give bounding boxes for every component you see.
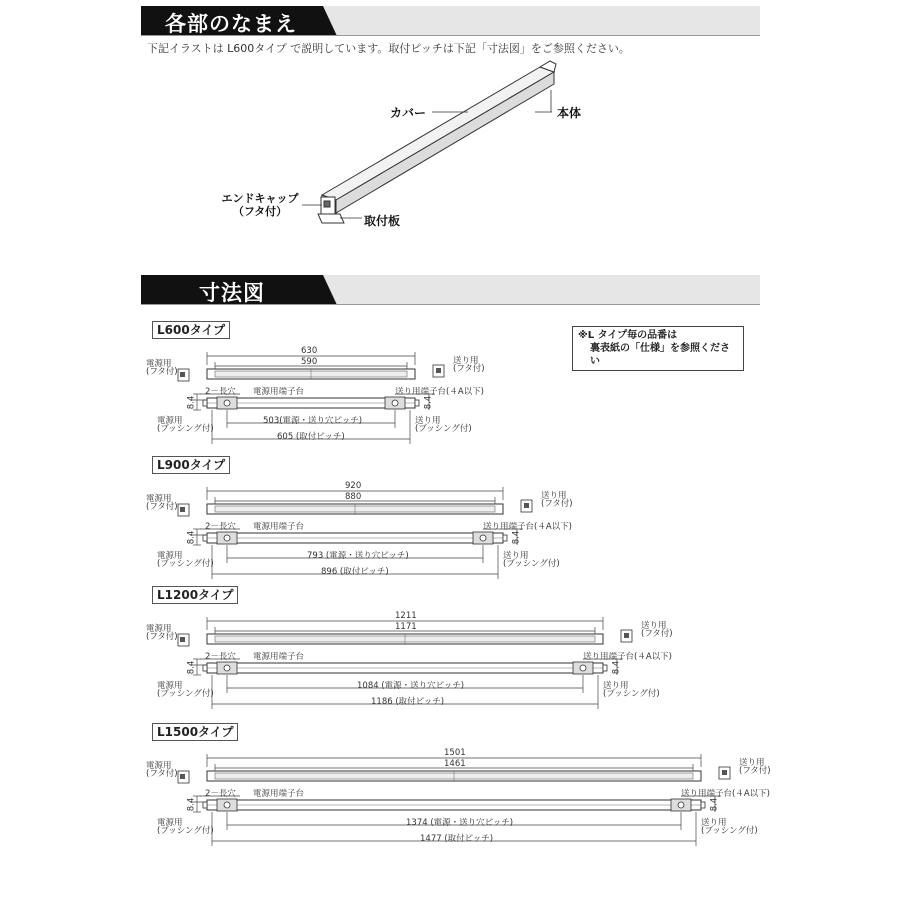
dim-mount: 1186 (取付ピッチ)	[371, 697, 445, 707]
label-power-bush-2: (ブッシング付)	[157, 559, 214, 569]
label-power-bush-2: (ブッシング付)	[157, 826, 214, 836]
label-power-terminal: 電源用端子台	[253, 652, 305, 662]
type-label: L600タイプ	[152, 321, 230, 339]
label-power-bush-1: 電源用	[157, 551, 183, 561]
label-endcap-line2: （フタ付）	[232, 205, 288, 218]
dim-inner: 1171	[395, 622, 417, 632]
label-height-left: 8.4	[186, 660, 197, 675]
label-feed-terminal: 送り用端子台(４A以下)	[583, 652, 672, 662]
label-power-terminal: 電源用端子台	[253, 522, 305, 532]
label-slots: 2－長穴	[205, 522, 236, 532]
label-feed-cap-2: (フタ付)	[641, 629, 673, 639]
label-power-terminal: 電源用端子台	[253, 387, 305, 397]
label-feed-bush-1: 送り用	[701, 818, 727, 828]
label-mount-plate: 取付板	[364, 214, 401, 228]
label-power-bush-1: 電源用	[157, 416, 183, 426]
dim-outer: 1501	[444, 748, 466, 758]
dim-outer: 920	[345, 481, 362, 491]
label-height-right: 8.4	[611, 660, 622, 675]
label-power-cap-2: (フタ付)	[146, 502, 178, 512]
label-feed-bush-2: (ブッシング付)	[603, 689, 660, 699]
label-power-cap-1: 電源用	[146, 359, 172, 369]
label-height-right: 8.4	[511, 530, 522, 545]
label-feed-bush-2: (ブッシング付)	[415, 424, 472, 434]
label-power-terminal: 電源用端子台	[253, 789, 305, 799]
label-feed-cap-1: 送り用	[541, 491, 567, 501]
label-slots: 2－長穴	[205, 652, 236, 662]
label-power-cap-2: (フタ付)	[146, 632, 178, 642]
label-power-bush-1: 電源用	[157, 681, 183, 691]
type-label: L900タイプ	[152, 456, 230, 474]
label-feed-bush-1: 送り用	[603, 681, 629, 691]
label-feed-cap-2: (フタ付)	[541, 499, 573, 509]
dim-pitch: 793 (電源・送り穴ピッチ)	[307, 551, 409, 561]
label-power-bush-1: 電源用	[157, 818, 183, 828]
label-height-right: 8.4	[423, 395, 434, 410]
dim-inner: 590	[301, 357, 318, 367]
label-feed-bush-1: 送り用	[415, 416, 441, 426]
label-feed-cap-1: 送り用	[739, 758, 765, 768]
intro-text: 下記イラストは L600タイプ で説明しています。取付ピッチは下記「寸法図」をご参照ください。	[147, 42, 630, 55]
dim-outer: 630	[301, 346, 318, 356]
label-power-bush-2: (ブッシング付)	[157, 424, 214, 434]
dim-pitch: 503(電源・送り穴ピッチ)	[263, 416, 363, 426]
label-height-left: 8.4	[186, 797, 197, 812]
note-line1: ※L タイプ毎の品番は	[578, 330, 678, 341]
dim-mount: 896 (取付ピッチ)	[321, 567, 389, 577]
label-feed-terminal: 送り用端子台(４A以下)	[483, 522, 572, 532]
dim-mount: 605 (取付ピッチ)	[277, 432, 345, 442]
label-feed-cap-1: 送り用	[641, 621, 667, 631]
label-height-left: 8.4	[186, 530, 197, 545]
dim-outer: 1211	[395, 611, 417, 621]
label-power-bush-2: (ブッシング付)	[157, 689, 214, 699]
label-feed-bush-1: 送り用	[503, 551, 529, 561]
dim-inner: 880	[345, 492, 362, 502]
label-feed-cap-2: (フタ付)	[739, 766, 771, 776]
label-power-cap-1: 電源用	[146, 494, 172, 504]
dim-mount: 1477 (取付ピッチ)	[420, 834, 494, 844]
label-power-cap-1: 電源用	[146, 761, 172, 771]
type-label: L1500タイプ	[152, 723, 238, 741]
label-body: 本体	[557, 106, 582, 120]
label-endcap-line1: エンドキャップ	[221, 192, 299, 205]
label-slots: 2－長穴	[205, 387, 236, 397]
label-feed-terminal: 送り用端子台(４A以下)	[395, 387, 484, 397]
label-height-left: 8.4	[186, 395, 197, 410]
section-title: 寸法図	[199, 281, 265, 305]
label-feed-cap-1: 送り用	[453, 356, 479, 366]
label-feed-bush-2: (ブッシング付)	[701, 826, 758, 836]
dim-inner: 1461	[444, 759, 466, 769]
label-feed-terminal: 送り用端子台(４A以下)	[681, 789, 770, 799]
dim-pitch: 1084 (電源・送り穴ピッチ)	[357, 681, 465, 691]
label-power-cap-2: (フタ付)	[146, 367, 178, 377]
label-slots: 2－長穴	[205, 789, 236, 799]
dim-pitch: 1374 (電源・送り穴ピッチ)	[406, 818, 514, 828]
label-cover: カバー	[390, 106, 427, 120]
label-feed-cap-2: (フタ付)	[453, 364, 485, 374]
note-line2: 裏表紙の「仕様」を参照ください	[590, 343, 730, 367]
label-height-right: 8.4	[709, 797, 720, 812]
type-label: L1200タイプ	[152, 586, 238, 604]
section-title: 各部のなまえ	[165, 12, 297, 36]
label-power-cap-1: 電源用	[146, 624, 172, 634]
label-power-cap-2: (フタ付)	[146, 769, 178, 779]
label-feed-bush-2: (ブッシング付)	[503, 559, 560, 569]
